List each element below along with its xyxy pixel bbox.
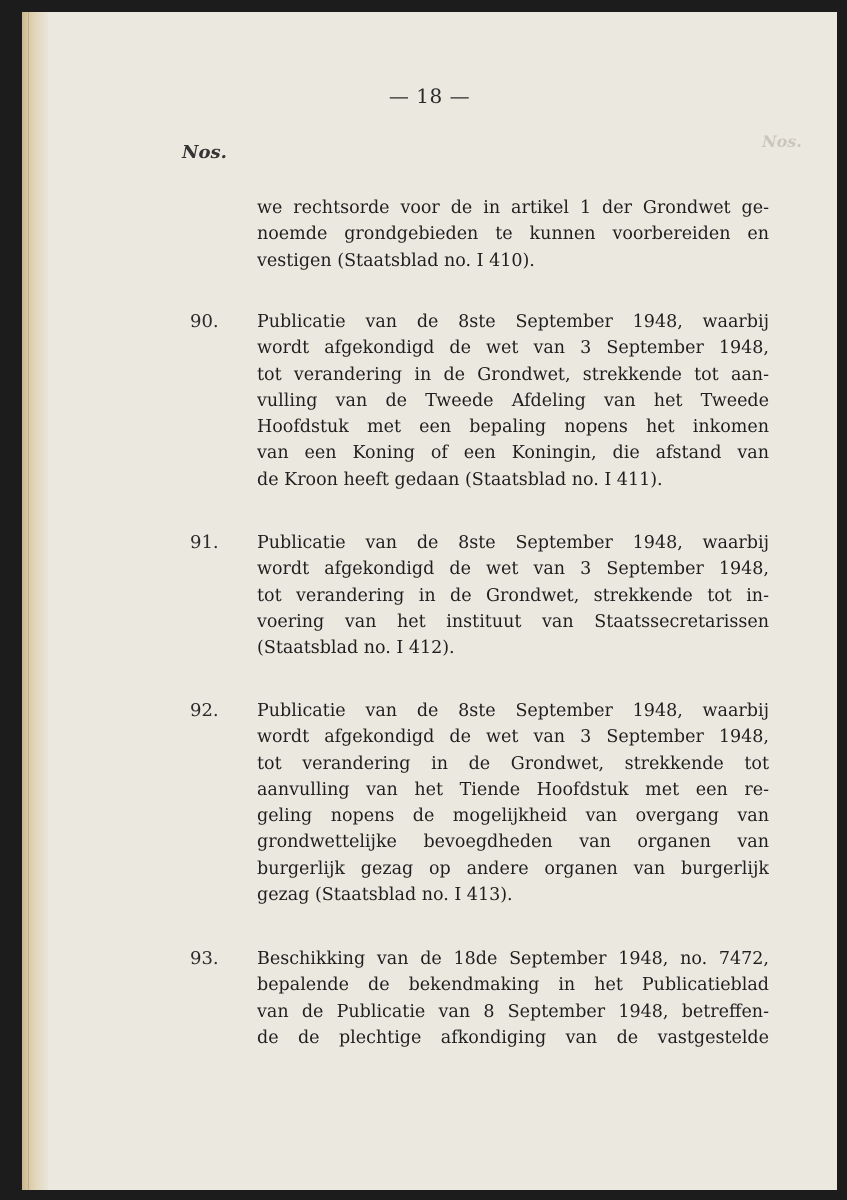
text-line: burgerlijk gezag op andere organen van burgerlijk [257,858,769,879]
text-line: de Kroon heeft gedaan (Staatsblad no. I 411). [257,469,663,490]
text-line: Publicatie van de 8ste September 1948, waarbij [257,312,769,332]
book-spine-edge [22,12,48,1190]
text-line: Publicatie van de 8ste September 1948, waarbij [257,701,769,721]
page-number: — 18 — [388,84,471,108]
text-line: tot verandering in de Grondwet, strekkende tot in- [257,585,769,606]
text-line: de de plechtige afkondiging van de vastgestelde [257,1027,769,1048]
entry-number: 93. [190,948,219,969]
entry-text [257,698,769,908]
text-line: Hoofdstuk met een bepaling nopens het inkomen [257,417,769,438]
text-line: noemde grondgebieden te kunnen voorbereiden en [257,224,769,245]
text-line: geling nopens de mogelijkheid van overgang van [257,806,769,827]
text-line: Publicatie van de 8ste September 1948, waarbij [257,533,769,553]
text-line: gezag (Staatsblad no. I 413). [257,885,513,906]
margin-label-nos: Nos. [182,142,227,163]
text-line: aanvulling van het Tiende Hoofdstuk met een re- [257,779,769,800]
text-line: grondwettelijke bevoegdheden van organen van [257,832,769,853]
continuation-text [257,195,769,274]
text-line: van de Publicatie van 8 September 1948, betreffen- [257,1001,769,1022]
text-line: wordt afgekondigd de wet van 3 September 1948, [257,559,769,580]
document-page [22,12,837,1190]
bleed-through-label: Nos. [762,132,802,151]
text-line: (Staatsblad no. I 412). [257,638,455,659]
text-line: voering van het instituut van Staatssecretarissen [257,611,769,632]
entry-text [257,530,769,661]
entry-text [257,309,769,493]
entry-text [257,946,769,1051]
entry-number: 90. [190,311,219,332]
text-line: wordt afgekondigd de wet van 3 September 1948, [257,727,769,748]
text-line: vulling van de Tweede Afdeling van het Tweede [257,390,769,411]
text-line: wordt afgekondigd de wet van 3 September 1948, [257,338,769,359]
entry-number: 92. [190,700,219,721]
text-line: van een Koning of een Koningin, die afstand van [257,443,769,464]
text-line: tot verandering in de Grondwet, strekkende tot aan- [257,364,769,385]
text-line: bepalende de bekendmaking in het Publicatieblad [257,975,769,996]
entry-number: 91. [190,532,219,553]
text-line: Beschikking van de 18de September 1948, no. 7472, [257,949,769,969]
text-line: we rechtsorde voor de in artikel 1 der Grondwet ge- [257,198,769,218]
text-line: vestigen (Staatsblad no. I 410). [257,250,535,271]
text-line: tot verandering in de Grondwet, strekkende tot [257,753,769,774]
